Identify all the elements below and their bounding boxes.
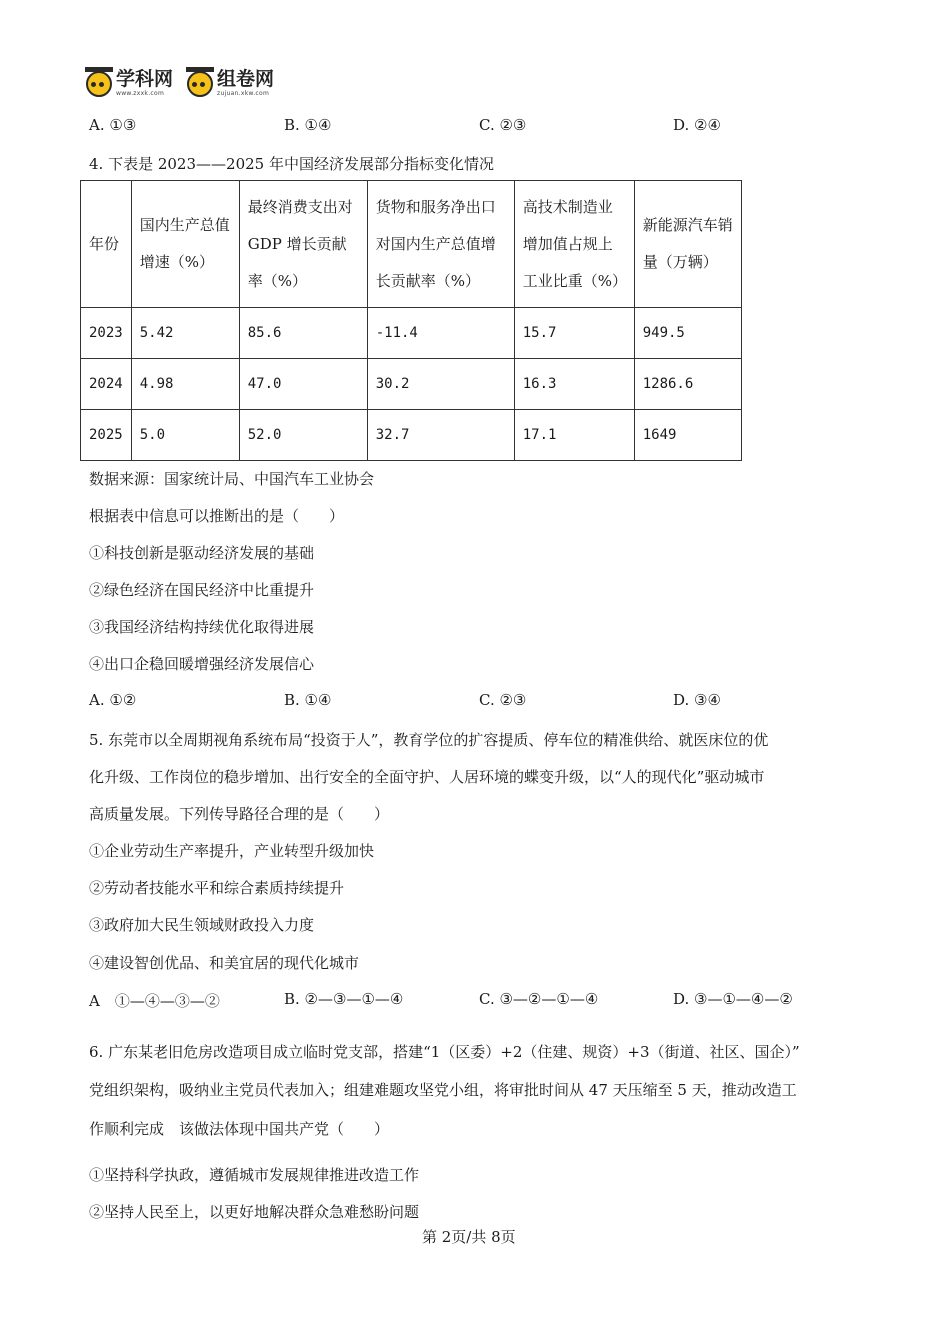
economy-table	[80, 180, 742, 461]
q3-option-d: D. ②④	[673, 116, 721, 134]
q4-option-b: B. ①④	[284, 691, 332, 709]
q5-item: ①企业劳动生产率提升，产业转型升级加快	[89, 842, 375, 860]
table-row	[81, 359, 742, 410]
q5-item: ③政府加大民生领域财政投入力度	[89, 916, 315, 934]
table-header: 国内生产总值增速（%）	[131, 181, 239, 308]
table-cell: 949.5	[634, 308, 741, 359]
table-row	[81, 410, 742, 461]
q4-item: ③我国经济结构持续优化取得进展	[89, 618, 315, 636]
table-cell: 4.98	[131, 359, 239, 410]
header-logos	[86, 70, 274, 97]
q4-item: ①科技创新是驱动经济发展的基础	[89, 544, 315, 562]
logo-url: www.zxxk.com	[116, 90, 165, 97]
table-header: 年份	[81, 181, 132, 308]
mascot-icon	[86, 71, 112, 97]
q3-option-b: B. ①④	[284, 116, 332, 134]
q4-item: ②绿色经济在国民经济中比重提升	[89, 581, 315, 599]
q4-option-d: D. ③④	[673, 691, 721, 709]
logo-name: 组卷网	[217, 68, 275, 90]
q5-item: ④建设智创优品、和美宜居的现代化城市	[89, 954, 360, 972]
q5-stem-line: 高质量发展。下列传导路径合理的是（ ）	[89, 805, 390, 823]
table-cell: 32.7	[367, 410, 514, 461]
mascot-icon	[187, 71, 213, 97]
table-header: 最终消费支出对 GDP 增长贡献率（%）	[239, 181, 367, 308]
q5-stem-line: 5. 东莞市以全周期视角系统布局“投资于人”，教育学位的扩容提质、停车位的精准供给、就医床位的优	[89, 731, 769, 749]
table-cell: 5.42	[131, 308, 239, 359]
table-cell: 17.1	[514, 410, 634, 461]
table-cell: 2023	[81, 308, 132, 359]
q4-source: 数据来源：国家统计局、中国汽车工业协会	[89, 470, 375, 488]
q3-option-c: C. ②③	[479, 116, 527, 134]
table-cell: 1649	[634, 410, 741, 461]
q6-item: ②坚持人民至上，以更好地解决群众急难愁盼问题	[89, 1203, 420, 1221]
table-cell: 2024	[81, 359, 132, 410]
table-header: 高技术制造业增加值占规上工业比重（%）	[514, 181, 634, 308]
q4-item: ④出口企稳回暖增强经济发展信心	[89, 655, 315, 673]
q4-option-a: A. ①②	[89, 691, 137, 709]
table-row	[81, 308, 742, 359]
zujuan-logo	[187, 70, 274, 97]
q6-stem-line: 党组织架构，吸纳业主党员代表加入；组建难题攻坚党小组，将审批时间从 47 天压缩至 5 天，推动改造工	[89, 1081, 797, 1099]
q5-option-b: B. ②—③—①—④	[284, 990, 404, 1008]
q5-option-a: A ①—④—③—②	[89, 992, 220, 1010]
table-header-row	[81, 181, 742, 308]
logo-url: zujuan.xkw.com	[217, 90, 270, 97]
table-cell: 5.0	[131, 410, 239, 461]
q6-item: ①坚持科学执政，遵循城市发展规律推进改造工作	[89, 1166, 420, 1184]
q6-stem-line: 作顺利完成 该做法体现中国共产党（ ）	[89, 1120, 390, 1138]
q5-stem-line: 化升级、工作岗位的稳步增加、出行安全的全面守护、人居环境的蝶变升级，以“人的现代化”驱动城市	[89, 768, 765, 786]
zxxk-logo	[86, 70, 173, 97]
table-header: 新能源汽车销量（万辆）	[634, 181, 741, 308]
table-cell: 15.7	[514, 308, 634, 359]
table-cell: -11.4	[367, 308, 514, 359]
logo-name: 学科网	[116, 68, 174, 90]
q5-item: ②劳动者技能水平和综合素质持续提升	[89, 879, 345, 897]
q4-stem: 4. 下表是 2023——2025 年中国经济发展部分指标变化情况	[89, 155, 494, 173]
q5-option-d: D. ③—①—④—②	[673, 990, 793, 1008]
q4-question: 根据表中信息可以推断出的是（ ）	[89, 507, 345, 525]
table-cell: 1286.6	[634, 359, 741, 410]
q5-option-c: C. ③—②—①—④	[479, 990, 599, 1008]
page-footer: 第 2页/共 8页	[422, 1228, 516, 1246]
table-cell: 2025	[81, 410, 132, 461]
table-header: 货物和服务净出口对国内生产总值增长贡献率（%）	[367, 181, 514, 308]
table-cell: 52.0	[239, 410, 367, 461]
table-cell: 30.2	[367, 359, 514, 410]
q6-stem-line: 6. 广东某老旧危房改造项目成立临时党支部，搭建“1（区委）+2（住建、规资）+3（街道、社区、国企）”	[89, 1043, 800, 1061]
q4-option-c: C. ②③	[479, 691, 527, 709]
q3-option-a: A. ①③	[89, 116, 137, 134]
table-cell: 85.6	[239, 308, 367, 359]
table-cell: 16.3	[514, 359, 634, 410]
table-cell: 47.0	[239, 359, 367, 410]
